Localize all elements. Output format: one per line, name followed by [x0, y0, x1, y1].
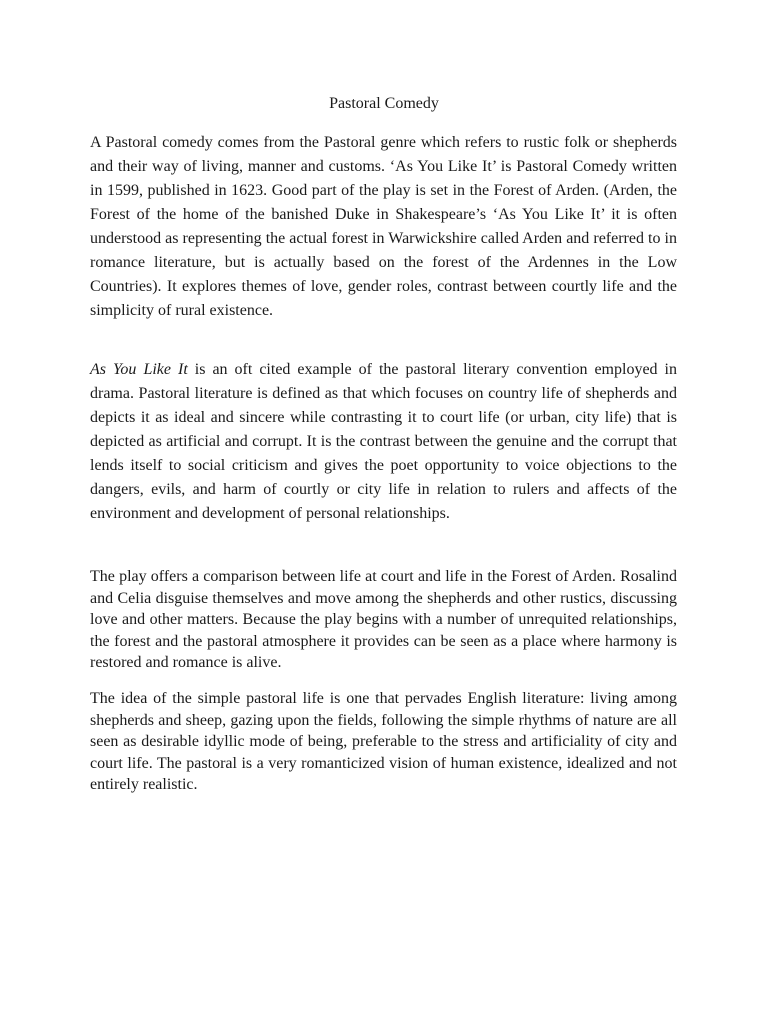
paragraph-3: The play offers a comparison between life at court and life in the Forest of Arden. Rosalind and Celia disguise themselves and move among the shepherds and other rustics, discussing love and other matters. Because the play begins with a number of unrequited relationships, the forest and the pastoral atmosphere it provides can be seen as a place where harmony is restored and romance is alive.	[90, 568, 677, 671]
page-title: Pastoral Comedy	[329, 95, 439, 112]
paragraph-2	[90, 358, 677, 526]
paragraph-4: The idea of the simple pastoral life is one that pervades English literature: living among shepherds and sheep, gazing upon the fields, following the simple rhythms of nature are all seen as desirable idyllic mode of being, preferable to the stress and artificiality of city and court life. The pastoral is a very romanticized vision of human existence, idealized and not entirely realistic.	[90, 690, 677, 793]
paragraph-1: A Pastoral comedy comes from the Pastoral genre which refers to rustic folk or shepherds and their way of living, manner and customs. ‘As You Like It’ is Pastoral Comedy written in 1599, published in 1623. Good part of the play is set in the Forest of Arden. (Arden, the Forest of the home of the banished Duke in Shakespeare’s ‘As You Like It’ it is often understood as representing the actual forest in Warwickshire called Arden and referred to in romance literature, but is actually based on the forest of the Ardennes in the Low Countries). It explores themes of love, gender roles, contrast between courtly life and the simplicity of rural existence.	[90, 134, 677, 319]
play-title-italic: As You Like It	[90, 361, 188, 378]
paragraph-2-body: is an oft cited example of the pastoral literary convention employed in drama. Pastoral literature is defined as that which focuses on country life of shepherds and depicts it as ideal and sincere while contrasting it to court life (or urban, city life) that is depicted as artificial and corrupt. It is the contrast between the genuine and the corrupt that lends itself to social criticism and gives the poet opportunity to voice objections to the dangers, evils, and harm of courtly or city life in relation to rulers and affects of the environment and development of personal relationships.	[90, 361, 678, 522]
